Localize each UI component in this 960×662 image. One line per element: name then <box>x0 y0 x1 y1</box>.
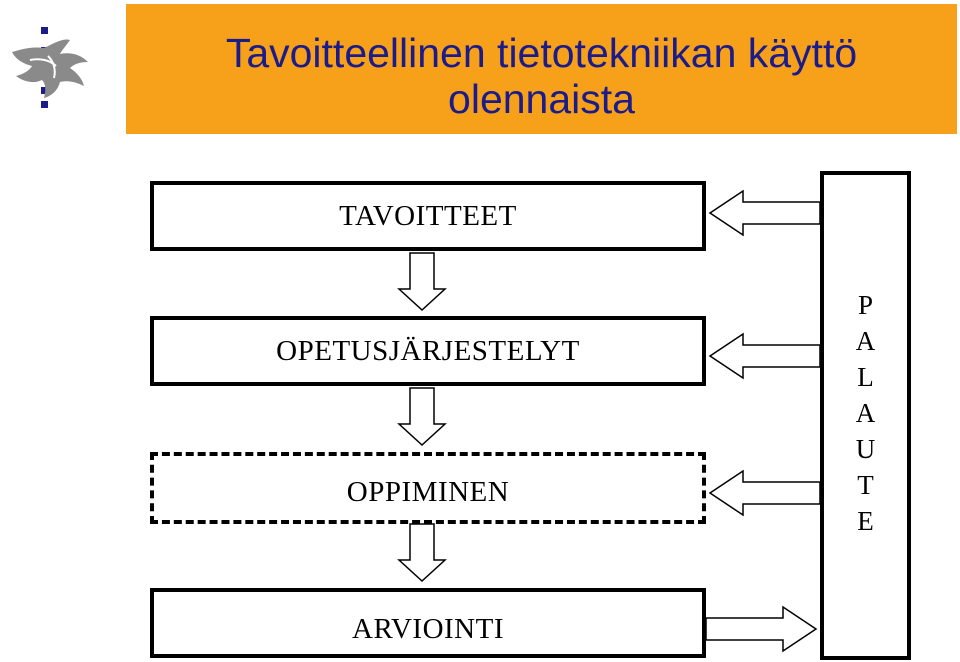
palaute-letter: U <box>855 434 876 464</box>
left-arrow-icon <box>710 334 820 380</box>
university-logo <box>0 0 120 130</box>
opetusjarjestelyt-label: OPETUSJÄRJESTELYT <box>276 334 580 367</box>
arviointi-box <box>150 588 706 658</box>
opetusjarjestelyt-box <box>150 316 706 386</box>
down-arrow-icon <box>398 253 446 311</box>
tavoitteet-label: TAVOITTEET <box>339 199 517 232</box>
right-arrow-icon <box>706 607 816 653</box>
page-title: Tavoitteellinen tietotekniikan käyttö olennaista <box>225 30 858 122</box>
logo-flame-icon <box>12 39 88 98</box>
left-arrow-icon <box>710 471 820 517</box>
palaute-label <box>824 287 907 539</box>
down-arrow-icon <box>398 388 446 446</box>
palaute-letter: L <box>857 362 874 392</box>
oppiminen-box <box>150 452 706 524</box>
title-bar <box>126 4 957 134</box>
tavoitteet-box <box>150 181 706 251</box>
oppiminen-label: OPPIMINEN <box>346 475 510 508</box>
palaute-letter: A <box>855 326 876 356</box>
down-arrow-icon <box>398 524 446 582</box>
arviointi-label: ARVIOINTI <box>352 612 504 645</box>
palaute-letter: A <box>855 398 876 428</box>
left-arrow-icon <box>710 191 820 237</box>
palaute-letter: T <box>857 470 874 500</box>
palaute-letter: E <box>857 506 874 536</box>
palaute-box <box>820 171 911 660</box>
palaute-letter: P <box>857 290 874 320</box>
